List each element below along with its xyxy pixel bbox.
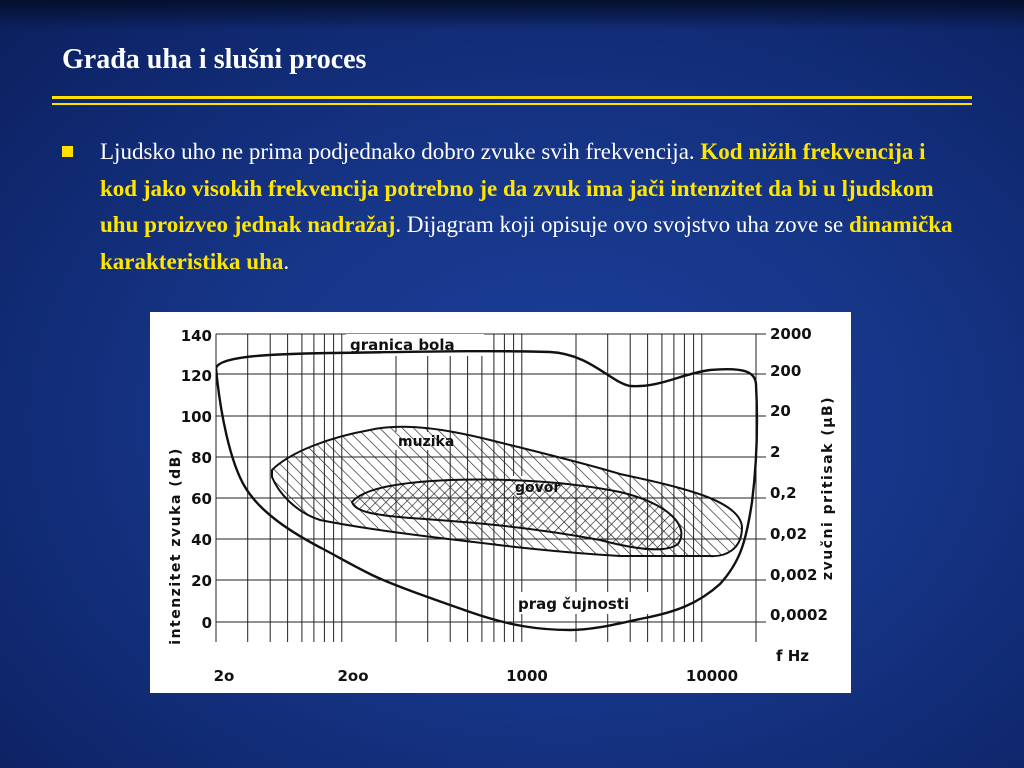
- right-tick: 20: [770, 402, 791, 420]
- x-axis-ticks: [214, 667, 738, 685]
- bullet-text-intro: Ljudsko uho ne prima podjednako dobro zvuke svih frekvencija.: [100, 139, 695, 164]
- left-axis-title: intenzitet zvuka (dB): [168, 447, 184, 645]
- bullet-item: [62, 134, 962, 280]
- left-tick: 80: [191, 449, 212, 467]
- x-axis-unit-label: f Hz: [776, 647, 810, 665]
- left-tick: 60: [191, 490, 212, 508]
- left-tick: 0: [201, 614, 212, 632]
- right-tick: 200: [770, 362, 802, 380]
- right-tick: 2: [770, 443, 781, 461]
- right-tick: 0,0002: [770, 606, 828, 624]
- title-underline-thick: [52, 96, 972, 99]
- pain-threshold-label: granica bola: [350, 336, 455, 354]
- square-bullet-icon: [62, 146, 73, 157]
- x-tick: 1000: [506, 667, 548, 685]
- right-tick: 0,002: [770, 566, 818, 584]
- hearing-threshold-label: prag čujnosti: [518, 595, 630, 613]
- right-axis-title: zvučni pritisak (µB): [820, 395, 836, 581]
- slide-title: Građa uha i slušni proces: [62, 44, 367, 75]
- right-tick: 0,02: [770, 525, 808, 543]
- bullet-text-end: .: [283, 248, 290, 274]
- speech-label: govor: [515, 480, 561, 496]
- left-tick: 20: [191, 572, 212, 590]
- left-tick: 120: [180, 367, 212, 385]
- right-tick: 0,2: [770, 484, 797, 502]
- x-tick: 2o: [213, 667, 235, 685]
- x-tick: 10000: [685, 667, 739, 685]
- right-tick: 2000: [770, 325, 812, 343]
- left-tick: 40: [191, 531, 212, 549]
- left-axis-ticks: [181, 327, 212, 632]
- bullet-text-middle: . Dijagram koji opisuje ovo svojstvo uha zove se: [395, 212, 844, 237]
- left-tick: 100: [180, 408, 212, 426]
- term-dynamic-characteristic: dinamička karakteristika uha: [100, 212, 953, 274]
- x-tick: 2oo: [337, 667, 369, 685]
- ear-dynamic-characteristic-diagram: [150, 312, 851, 693]
- title-underline-thin: [52, 103, 972, 105]
- top-shadow-band: [0, 0, 1024, 30]
- left-tick: 140: [180, 327, 212, 345]
- music-label: muzika: [398, 434, 455, 450]
- bullet-text: [62, 134, 962, 280]
- bullet-text-highlight: Kod nižih frekvencija i kod jako visokih frekvencija potrebno je da zvuk ima jači intenzitet da bi u ljudskom uhu proizveo jednak nadražaj: [100, 139, 934, 237]
